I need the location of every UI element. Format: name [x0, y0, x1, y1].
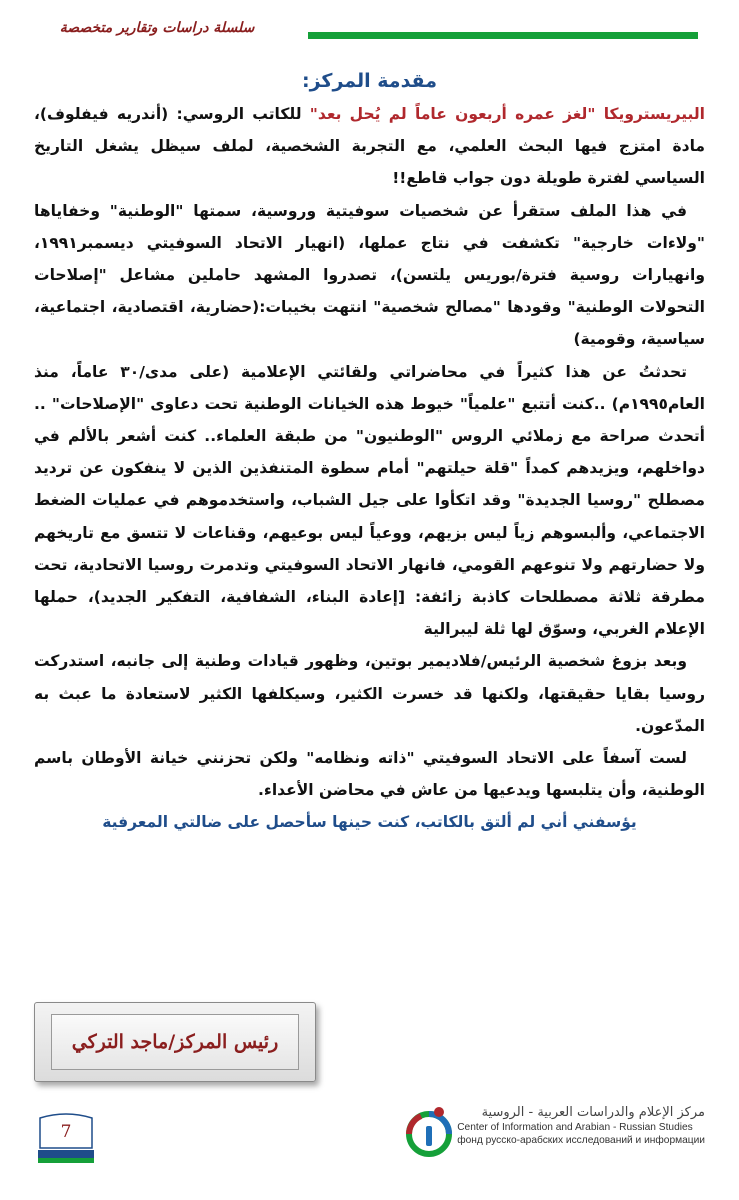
- closing-statement: يؤسفني أني لم ألتق بالكاتب، كنت حينها سأحصل على ضالتي المعرفية: [102, 813, 637, 832]
- logo-name-english: Center of Information and Arabian - Russian Studies: [457, 1122, 693, 1133]
- center-logo: [405, 1104, 705, 1166]
- logo-name-arabic: مركز الإعلام والدراسات العربية - الروسية: [481, 1105, 705, 1120]
- paragraph-2: في هذا الملف ستقرأ عن شخصيات سوفيتية وروسية، سمتها "الوطنية" وخفاياها "ولاءات خارجية" تكشفت في نتاج عملها، (انهيار الاتحاد السوفيتي ديسمبر١٩٩١، وانهيارات روسية فترة/بوريس يلتسن)، تصدروا المشهد حاملين مشاعل "إصلاحات التحولات الوطنية" وقودها "مصالح شخصية" انتهت بخيبات:(حضارية، اقتصادية، اجتماعية، سياسية، وقومية): [34, 201, 705, 349]
- series-title: سلسلة دراسات وتقارير متخصصة: [59, 20, 255, 36]
- paragraph-intro: [34, 98, 705, 195]
- page-number: 7: [60, 1122, 72, 1142]
- article-body: [34, 70, 705, 838]
- section-title: مقدمة المركز:: [302, 70, 437, 92]
- center-logo-icon: [401, 1104, 457, 1160]
- logo-name-russian: фонд русско-арабских исследований и информации: [457, 1135, 705, 1146]
- signature-box: [34, 1002, 316, 1082]
- page-badge: [36, 1112, 96, 1164]
- signature-text: رئيس المركز/ماجد التركي: [71, 1031, 279, 1053]
- paragraph-intro-text: للكاتب الروسي: (أندريه فيفلوف)، مادة امتزج فيها البحث العلمي، مع التجربة الشخصية، لملف سيظل يشغل التاريخ السياسي لفترة طويلة دون جواب قاطع!!: [34, 105, 705, 188]
- book-title: البيريسترويكا "لغز عمره أربعون عاماً لم يُحل بعد": [309, 105, 705, 123]
- paragraph-4: وبعد بزوغ شخصية الرئيس/فلاديمير بوتين، وظهور قيادات وطنية إلى جانبه، استدركت روسيا بقايا حقيقتها، ولكنها قد خسرت الكثير، وسيكلفها الكثير لاستعادة ما عبث به المدّعون.: [34, 652, 705, 735]
- logo-text-block: [457, 1104, 705, 1147]
- paragraph-3: تحدثتُ عن هذا كثيراً في محاضراتي ولقائتي الإعلامية (على مدى/٣٠ عاماً، منذ العام١٩٩٥م) ..كنت أتتبع "علمياً" خيوط هذه الخيانات الوطنية تحت دعاوى "الإصلاحات" .. أتحدث صراحة مع زملائي الروس "الوطنيون" من طبقة العلماء.. كنت أشعر بالألم في دواخلهم، ويزيدهم كمداً "قلة حيلتهم" أمام سطوة المتنفذين الذين لا ينفكون عن ترديد مصطلح "روسيا الجديدة" وقد اتكأوا على جيل الشباب، واستخدموهم في عمليات الضغط الاجتماعي، وألبسوهم زياً ليس بزيهم، ووعياً ليس بوعيهم، وقناعات لا تتسق مع تاريخهم ولا حضارتهم ولا تنوعهم القومي، فانهار الاتحاد السوفيتي وتدمرت روسيا الاتحادية، تحت مطرقة ثلاثة مصطلحات كاذبة زائفة: [إعادة البناء، الشفافية، التفكير الجديد)، حملها الإعلام الغربي، وسوّق لها ثلة ليبرالية: [34, 362, 705, 639]
- header-divider: [308, 32, 698, 39]
- paragraph-5: لست آسفاً على الاتحاد السوفيتي "ذاته ونظامه" ولكن تحزنني خيانة الأوطان باسم الوطنية، وأن يتلبسها ويدعيها من عاش في محاضن الأعداء.: [34, 749, 705, 800]
- signature-inner-frame: [51, 1014, 299, 1070]
